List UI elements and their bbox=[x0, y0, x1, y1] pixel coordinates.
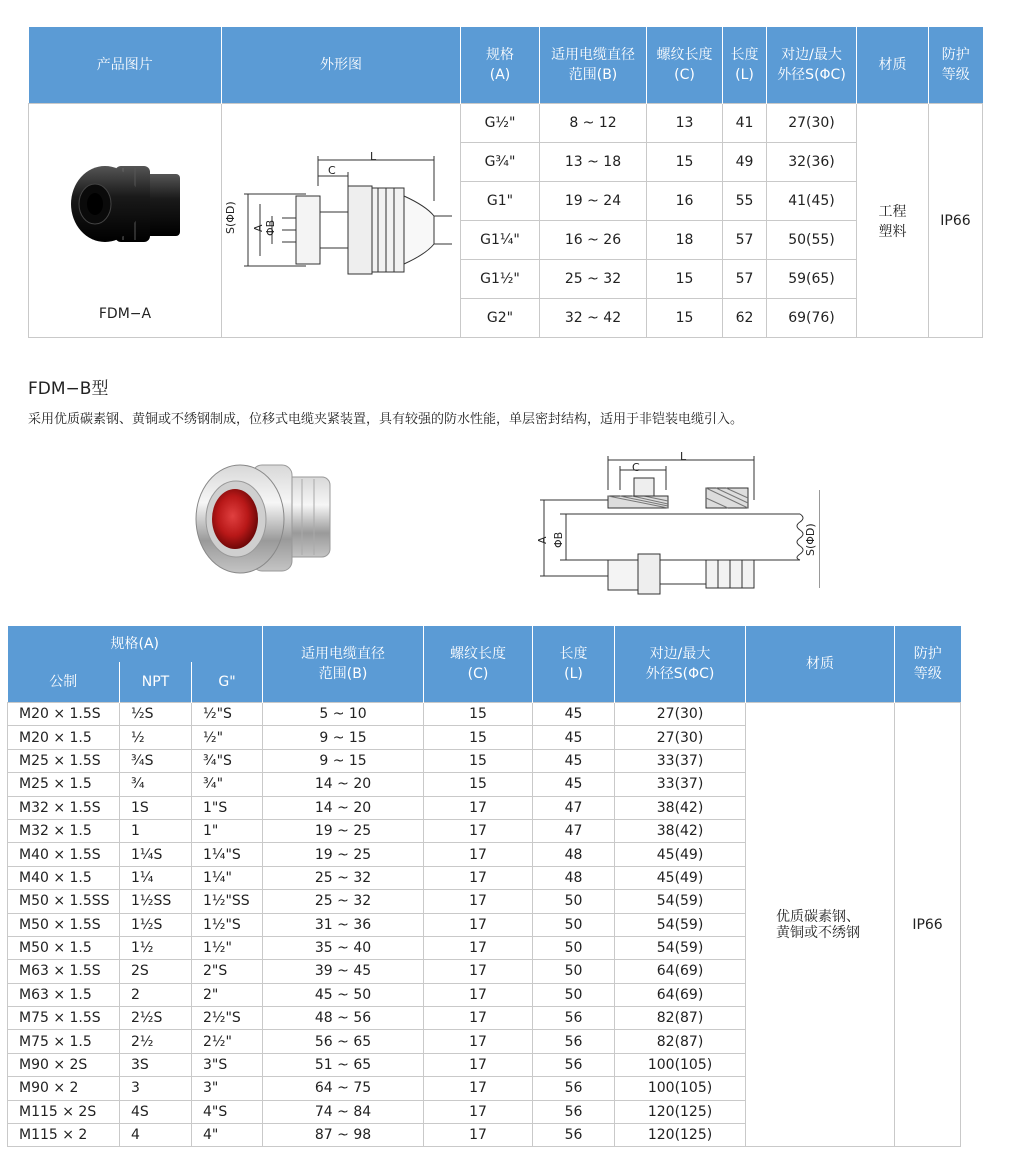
cell-range: 8 ~ 12 bbox=[540, 104, 647, 143]
cell-npt: ½ bbox=[120, 726, 192, 749]
dim-label-d: S(ΦD) bbox=[224, 201, 237, 234]
cell-metric: M90 × 2S bbox=[8, 1053, 120, 1076]
cell-length: 45 bbox=[533, 703, 615, 726]
cell-length: 41 bbox=[723, 104, 767, 143]
cell-g: ½" bbox=[192, 726, 263, 749]
header-material: 材质 bbox=[857, 27, 929, 104]
table-a-header-row bbox=[29, 27, 983, 104]
cell-g: 4"S bbox=[192, 1100, 263, 1123]
cell-across: 27(30) bbox=[615, 726, 746, 749]
cell-npt: 2S bbox=[120, 960, 192, 983]
cell-across: 82(87) bbox=[615, 1030, 746, 1053]
cell-npt: 1½S bbox=[120, 913, 192, 936]
cell-thread: 15 bbox=[647, 260, 723, 299]
cell-length: 56 bbox=[533, 1007, 615, 1030]
cell-length: 56 bbox=[533, 1124, 615, 1147]
cell-range: 14 ~ 20 bbox=[263, 796, 424, 819]
table-row bbox=[8, 703, 961, 726]
cell-thread: 17 bbox=[424, 936, 533, 959]
cell-length: 50 bbox=[533, 913, 615, 936]
cell-across: 38(42) bbox=[615, 819, 746, 842]
cell-g: 1½" bbox=[192, 936, 263, 959]
cell-metric: M32 × 1.5 bbox=[8, 819, 120, 842]
cell-metric: M20 × 1.5 bbox=[8, 726, 120, 749]
cell-g: ¾" bbox=[192, 773, 263, 796]
cell-g: 4" bbox=[192, 1124, 263, 1147]
b-dim-label-l: L bbox=[680, 450, 687, 463]
cell-across: 38(42) bbox=[615, 796, 746, 819]
cell-across: 50(55) bbox=[767, 221, 857, 260]
cell-spec: G1¼" bbox=[461, 221, 540, 260]
cell-g: ¾"S bbox=[192, 749, 263, 772]
cell-thread: 18 bbox=[647, 221, 723, 260]
cell-npt: 4 bbox=[120, 1124, 192, 1147]
cell-range: 32 ~ 42 bbox=[540, 299, 647, 338]
cell-thread: 15 bbox=[424, 773, 533, 796]
cell-g: 1¼"S bbox=[192, 843, 263, 866]
cell-thread: 17 bbox=[424, 843, 533, 866]
cell-length: 47 bbox=[533, 796, 615, 819]
cell-thread: 17 bbox=[424, 1077, 533, 1100]
header-g: G" bbox=[192, 662, 263, 703]
cell-range: 35 ~ 40 bbox=[263, 936, 424, 959]
cell-thread: 17 bbox=[424, 1100, 533, 1123]
cell-spec: G1½" bbox=[461, 260, 540, 299]
cell-npt: ¾S bbox=[120, 749, 192, 772]
cell-g: 3"S bbox=[192, 1053, 263, 1076]
table-b-header-row bbox=[8, 626, 961, 662]
table-row bbox=[29, 104, 983, 143]
cell-thread: 17 bbox=[424, 1030, 533, 1053]
cell-thread: 15 bbox=[424, 749, 533, 772]
cell-npt: 2½ bbox=[120, 1030, 192, 1053]
product-photo-cell bbox=[29, 104, 222, 338]
b-dim-label-c: C bbox=[632, 461, 640, 474]
cell-length: 56 bbox=[533, 1100, 615, 1123]
table-b-body bbox=[8, 703, 961, 1147]
cell-npt: 2 bbox=[120, 983, 192, 1006]
cell-length: 48 bbox=[533, 843, 615, 866]
cell-thread: 17 bbox=[424, 1007, 533, 1030]
fdm-a-product-photo bbox=[55, 144, 195, 264]
cell-metric: M50 × 1.5SS bbox=[8, 890, 120, 913]
protect-cell: IP66 bbox=[929, 104, 983, 338]
header-across: 对边/最大 外径S(ΦC) bbox=[767, 27, 857, 104]
cell-metric: M20 × 1.5S bbox=[8, 703, 120, 726]
cell-across: 27(30) bbox=[615, 703, 746, 726]
cell-across: 45(49) bbox=[615, 866, 746, 889]
cell-metric: M25 × 1.5 bbox=[8, 773, 120, 796]
header-length: 长度 (L) bbox=[723, 27, 767, 104]
cell-g: 1½"S bbox=[192, 913, 263, 936]
cell-g: 1½"SS bbox=[192, 890, 263, 913]
cell-length: 45 bbox=[533, 726, 615, 749]
cell-length: 56 bbox=[533, 1053, 615, 1076]
cell-range: 87 ~ 98 bbox=[263, 1124, 424, 1147]
fdm-a-spec-table bbox=[28, 27, 983, 338]
header-length: 长度 (L) bbox=[533, 626, 615, 703]
cell-thread: 17 bbox=[424, 1053, 533, 1076]
cell-across: 120(125) bbox=[615, 1100, 746, 1123]
header-protect: 防护 等级 bbox=[895, 626, 961, 703]
cell-thread: 15 bbox=[647, 299, 723, 338]
cell-across: 64(69) bbox=[615, 983, 746, 1006]
cell-g: 1¼" bbox=[192, 866, 263, 889]
header-material: 材质 bbox=[746, 626, 895, 703]
cell-across: 54(59) bbox=[615, 890, 746, 913]
cell-npt: 1½ bbox=[120, 936, 192, 959]
cell-across: 45(49) bbox=[615, 843, 746, 866]
cell-length: 47 bbox=[533, 819, 615, 842]
fdm-b-outline-drawing bbox=[530, 450, 820, 600]
cell-across: 41(45) bbox=[767, 182, 857, 221]
cell-length: 48 bbox=[533, 866, 615, 889]
cell-metric: M50 × 1.5 bbox=[8, 936, 120, 959]
cell-metric: M25 × 1.5S bbox=[8, 749, 120, 772]
header-outline: 外形图 bbox=[222, 27, 461, 104]
cell-length: 62 bbox=[723, 299, 767, 338]
cell-npt: 1¼S bbox=[120, 843, 192, 866]
cell-range: 31 ~ 36 bbox=[263, 913, 424, 936]
cell-across: 100(105) bbox=[615, 1077, 746, 1100]
header-spec: 规格 (A) bbox=[461, 27, 540, 104]
cell-g: 1" bbox=[192, 819, 263, 842]
cell-range: 56 ~ 65 bbox=[263, 1030, 424, 1053]
cell-g: 2" bbox=[192, 983, 263, 1006]
cell-length: 49 bbox=[723, 143, 767, 182]
cell-g: 3" bbox=[192, 1077, 263, 1100]
cell-length: 50 bbox=[533, 960, 615, 983]
cell-range: 16 ~ 26 bbox=[540, 221, 647, 260]
cell-metric: M75 × 1.5S bbox=[8, 1007, 120, 1030]
cell-thread: 17 bbox=[424, 819, 533, 842]
cell-npt: 1¼ bbox=[120, 866, 192, 889]
cell-thread: 15 bbox=[647, 143, 723, 182]
cell-metric: M115 × 2 bbox=[8, 1124, 120, 1147]
cell-g: 1"S bbox=[192, 796, 263, 819]
cell-metric: M90 × 2 bbox=[8, 1077, 120, 1100]
cell-npt: ¾ bbox=[120, 773, 192, 796]
product-label: FDM−A bbox=[98, 306, 152, 322]
cell-across: 82(87) bbox=[615, 1007, 746, 1030]
cell-metric: M40 × 1.5S bbox=[8, 843, 120, 866]
cell-across: 54(59) bbox=[615, 936, 746, 959]
cell-range: 39 ~ 45 bbox=[263, 960, 424, 983]
cell-npt: 4S bbox=[120, 1100, 192, 1123]
cell-across: 69(76) bbox=[767, 299, 857, 338]
cell-thread: 17 bbox=[424, 960, 533, 983]
cell-thread: 17 bbox=[424, 1124, 533, 1147]
header-range: 适用电缆直径 范围(B) bbox=[540, 27, 647, 104]
header-photo: 产品图片 bbox=[29, 27, 222, 104]
cell-metric: M75 × 1.5 bbox=[8, 1030, 120, 1053]
material-cell: 优质碳素钢、 黄铜或不绣钢 bbox=[746, 703, 895, 1147]
cell-npt: 3S bbox=[120, 1053, 192, 1076]
cell-spec: G¾" bbox=[461, 143, 540, 182]
cell-range: 48 ~ 56 bbox=[263, 1007, 424, 1030]
cell-metric: M115 × 2S bbox=[8, 1100, 120, 1123]
dim-label-l: L bbox=[370, 150, 377, 163]
cell-across: 54(59) bbox=[615, 913, 746, 936]
cell-length: 56 bbox=[533, 1030, 615, 1053]
cell-thread: 17 bbox=[424, 890, 533, 913]
header-metric: 公制 bbox=[8, 662, 120, 703]
cell-range: 51 ~ 65 bbox=[263, 1053, 424, 1076]
outline-drawing-cell bbox=[222, 104, 461, 338]
protect-cell: IP66 bbox=[895, 703, 961, 1147]
header-spec: 规格(A) bbox=[8, 626, 263, 662]
cell-range: 25 ~ 32 bbox=[540, 260, 647, 299]
cell-npt: 1S bbox=[120, 796, 192, 819]
cell-across: 100(105) bbox=[615, 1053, 746, 1076]
cell-thread: 17 bbox=[424, 913, 533, 936]
cell-across: 32(36) bbox=[767, 143, 857, 182]
dim-label-a: A bbox=[252, 224, 265, 232]
b-dim-label-a: A bbox=[536, 536, 549, 544]
cell-length: 50 bbox=[533, 983, 615, 1006]
cell-npt: 3 bbox=[120, 1077, 192, 1100]
cell-range: 9 ~ 15 bbox=[263, 749, 424, 772]
cell-range: 25 ~ 32 bbox=[263, 890, 424, 913]
cell-across: 27(30) bbox=[767, 104, 857, 143]
cell-g: 2½" bbox=[192, 1030, 263, 1053]
cell-g: 2½"S bbox=[192, 1007, 263, 1030]
cell-range: 5 ~ 10 bbox=[263, 703, 424, 726]
cell-g: ½"S bbox=[192, 703, 263, 726]
cell-spec: G1" bbox=[461, 182, 540, 221]
cell-g: 2"S bbox=[192, 960, 263, 983]
cell-spec: G½" bbox=[461, 104, 540, 143]
cell-thread: 13 bbox=[647, 104, 723, 143]
dim-label-b: ΦB bbox=[264, 219, 277, 236]
cell-range: 9 ~ 15 bbox=[263, 726, 424, 749]
cell-length: 45 bbox=[533, 749, 615, 772]
cell-metric: M63 × 1.5 bbox=[8, 983, 120, 1006]
cell-length: 56 bbox=[533, 1077, 615, 1100]
cell-thread: 16 bbox=[647, 182, 723, 221]
cell-range: 13 ~ 18 bbox=[540, 143, 647, 182]
cell-across: 120(125) bbox=[615, 1124, 746, 1147]
header-protect: 防护 等级 bbox=[929, 27, 983, 104]
header-thread: 螺纹长度 (C) bbox=[424, 626, 533, 703]
cell-length: 57 bbox=[723, 221, 767, 260]
b-dim-label-b: ΦB bbox=[552, 531, 565, 548]
cell-thread: 17 bbox=[424, 796, 533, 819]
cell-metric: M40 × 1.5 bbox=[8, 866, 120, 889]
header-thread: 螺纹长度 (C) bbox=[647, 27, 723, 104]
cell-thread: 15 bbox=[424, 726, 533, 749]
cell-length: 55 bbox=[723, 182, 767, 221]
cell-npt: 1½SS bbox=[120, 890, 192, 913]
cell-across: 33(37) bbox=[615, 773, 746, 796]
cell-length: 50 bbox=[533, 936, 615, 959]
cell-across: 64(69) bbox=[615, 960, 746, 983]
cell-across: 59(65) bbox=[767, 260, 857, 299]
header-npt: NPT bbox=[120, 662, 192, 703]
fdm-b-spec-table bbox=[7, 626, 961, 1147]
section-b-description: 采用优质碳素钢、黄铜或不绣钢制成，位移式电缆夹紧装置，具有较强的防水性能，单层密封结构，适用于非铠装电缆引入。 bbox=[28, 412, 744, 427]
cell-range: 19 ~ 24 bbox=[540, 182, 647, 221]
section-b-title: FDM−B型 bbox=[28, 379, 109, 399]
cell-npt: ½S bbox=[120, 703, 192, 726]
cell-across: 33(37) bbox=[615, 749, 746, 772]
b-dim-label-d: S(ΦD) bbox=[804, 523, 817, 556]
cell-length: 50 bbox=[533, 890, 615, 913]
cell-range: 19 ~ 25 bbox=[263, 819, 424, 842]
cell-length: 57 bbox=[723, 260, 767, 299]
cell-thread: 15 bbox=[424, 703, 533, 726]
material-cell: 工程 塑料 bbox=[857, 104, 929, 338]
cell-range: 19 ~ 25 bbox=[263, 843, 424, 866]
cell-range: 14 ~ 20 bbox=[263, 773, 424, 796]
cell-range: 74 ~ 84 bbox=[263, 1100, 424, 1123]
cell-spec: G2" bbox=[461, 299, 540, 338]
cell-npt: 1 bbox=[120, 819, 192, 842]
cell-metric: M50 × 1.5S bbox=[8, 913, 120, 936]
cell-range: 25 ~ 32 bbox=[263, 866, 424, 889]
cell-length: 45 bbox=[533, 773, 615, 796]
cell-metric: M32 × 1.5S bbox=[8, 796, 120, 819]
cell-thread: 17 bbox=[424, 983, 533, 1006]
dim-label-c: C bbox=[328, 164, 336, 177]
cell-metric: M63 × 1.5S bbox=[8, 960, 120, 983]
cell-npt: 2½S bbox=[120, 1007, 192, 1030]
header-across: 对边/最大 外径S(ΦC) bbox=[615, 626, 746, 703]
fdm-a-outline-drawing bbox=[226, 146, 456, 286]
cell-range: 64 ~ 75 bbox=[263, 1077, 424, 1100]
cell-thread: 17 bbox=[424, 866, 533, 889]
cell-range: 45 ~ 50 bbox=[263, 983, 424, 1006]
fdm-b-product-photo bbox=[192, 455, 342, 585]
header-range: 适用电缆直径 范围(B) bbox=[263, 626, 424, 703]
